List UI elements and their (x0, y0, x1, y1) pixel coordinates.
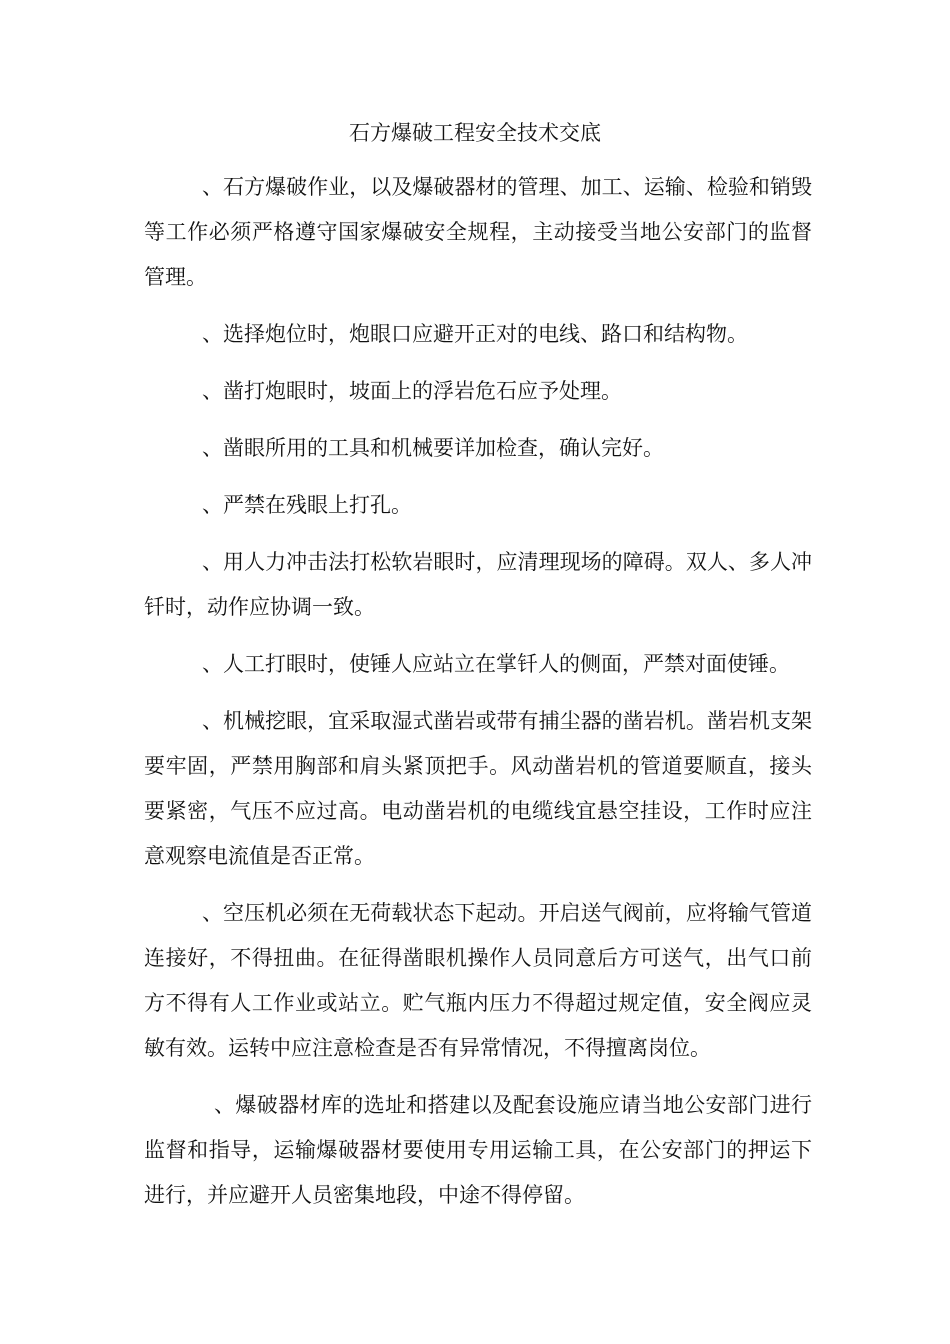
paragraph-3: 、凿打炮眼时，坡面上的浮岩危石应予处理。 (202, 379, 622, 403)
paragraph-5: 、严禁在残眼上打孔。 (202, 493, 412, 517)
document-body (144, 165, 812, 1230)
paragraph-1: 、石方爆破作业，以及爆破器材的管理、加工、运输、检验和销毁等工作必须严格遵守国家爆破安全规程，主动接受当地公安部门的监督管理。 (144, 175, 812, 289)
paragraph-7: 、人工打眼时，使锤人应站立在掌钎人的侧面，严禁对面使锤。 (202, 652, 790, 676)
paragraph-10: 、爆破器材库的选址和搭建以及配套设施应请当地公安部门进行监督和指导，运输爆破器材要使用专用运输工具，在公安部门的押运下进行，并应避开人员密集地段，中途不得停留。 (144, 1093, 812, 1207)
paragraph-6: 、用人力冲击法打松软岩眼时，应清理现场的障碍。双人、多人冲钎时，动作应协调一致。 (144, 550, 812, 619)
paragraph-2: 、选择炮位时，炮眼口应避开正对的电线、路口和结构物。 (202, 322, 748, 346)
paragraph-4: 、凿眼所用的工具和机械要详加检查，确认完好。 (202, 436, 664, 460)
document-title: 石方爆破工程安全技术交底 (349, 121, 601, 145)
paragraph-8: 、机械挖眼，宜采取湿式凿岩或带有捕尘器的凿岩机。凿岩机支架要牢固，严禁用胸部和肩头紧顶把手。风动凿岩机的管道要顺直，接头要紧密，气压不应过高。电动凿岩机的电缆线宜悬空挂设，工作时应注意观察电流值是否正常。 (144, 709, 812, 868)
paragraph-9: 、空压机必须在无荷载状态下起动。开启送气阀前，应将输气管道连接好，不得扭曲。在征得凿眼机操作人员同意后方可送气，出气口前方不得有人工作业或站立。贮气瓶内压力不得超过规定值，安全阀应灵敏有效。运转中应注意检查是否有异常情况，不得擅离岗位。 (144, 901, 812, 1060)
